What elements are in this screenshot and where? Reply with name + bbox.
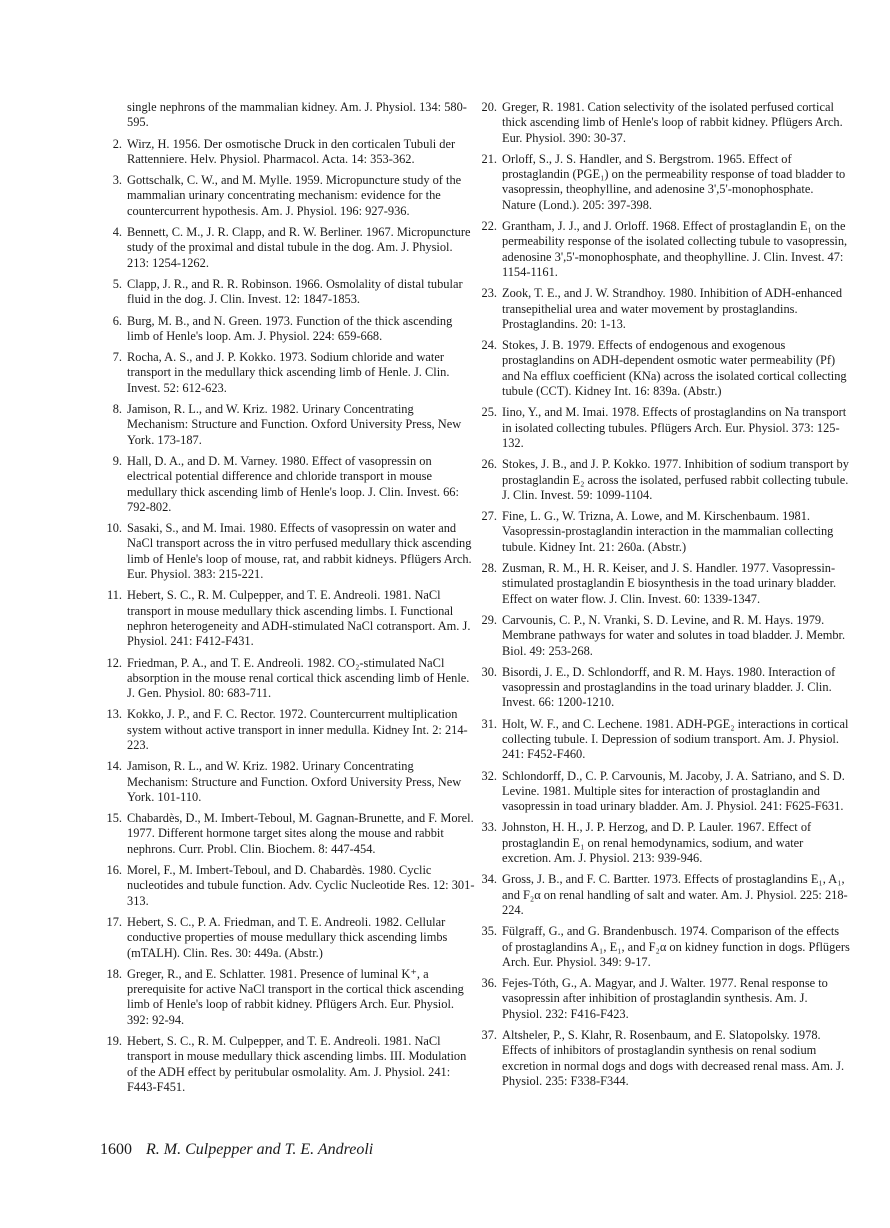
reference-text: Jamison, R. L., and W. Kriz. 1982. Urinary Concentrating Mechanism: Structure and Function. Oxford University Press, New York. 173-187. xyxy=(127,402,462,447)
reference-item xyxy=(475,924,850,970)
reference-item xyxy=(475,405,850,451)
reference-text: Fine, L. G., W. Trizna, A. Lowe, and M. Kirschenbaum. 1981. Vasopressin-prostaglandin interaction in the mammalian collecting tubule. Kidney Int. 21: 260a. (Abstr.) xyxy=(502,509,834,554)
reference-number: 16. xyxy=(106,863,122,878)
reference-item xyxy=(475,872,850,918)
reference-text: Hebert, S. C., R. M. Culpepper, and T. E. Andreoli. 1981. NaCl transport in mouse medullary thick ascending limbs. I. Functional nephron heterogeneity and ADH-stimulated NaCl cotransport. Am. J. Physiol. 241: F412-F431. xyxy=(127,588,471,649)
reference-item xyxy=(475,820,850,866)
reference-number: 36. xyxy=(481,976,497,991)
reference-item xyxy=(475,152,850,213)
reference-list-left xyxy=(100,137,475,1096)
reference-number: 15. xyxy=(106,811,122,826)
reference-item xyxy=(100,277,475,308)
reference-item xyxy=(100,759,475,805)
reference-number: 35. xyxy=(481,924,497,939)
reference-text: Fülgraff, G., and G. Brandenbusch. 1974. Comparison of the effects of prostaglandins A₁, E₁, and F₂α on kidney function in dogs. Pflügers Arch. Eur. Physiol. 349: 9-17. xyxy=(502,924,850,969)
reference-item xyxy=(475,100,850,146)
reference-text: Carvounis, C. P., N. Vranki, S. D. Levine, and R. M. Hays. 1979. Membrane pathways for water and solutes in toad bladder. J. Membr. Biol. 49: 253-268. xyxy=(502,612,846,658)
reference-text: Zook, T. E., and J. W. Strandhoy. 1980. Inhibition of ADH-enhanced transepithelial urea and water movement by prostaglandins. Prostaglandins. 20: 1-13. xyxy=(502,286,843,331)
references-left-column xyxy=(100,100,475,1101)
reference-item xyxy=(100,863,475,909)
reference-item xyxy=(100,454,475,515)
reference-text: Sasaki, S., and M. Imai. 1980. Effects of vasopressin on water and NaCl transport across the in vitro perfused medullary thick ascending limb of Henle's loop of mouse, rat, and rabbit kidneys. Pflügers Arch. Eur. Physiol. 383: 215-221. xyxy=(127,521,472,582)
reference-item xyxy=(475,665,850,711)
reference-number: 26. xyxy=(481,457,497,472)
reference-item xyxy=(475,769,850,815)
reference-item xyxy=(475,286,850,332)
reference-number: 12. xyxy=(106,655,122,670)
reference-number: 30. xyxy=(481,664,497,679)
reference-number: 17. xyxy=(106,914,122,929)
reference-text: Friedman, P. A., and T. E. Andreoli. 1982. CO₂-stimulated NaCl absorption in the mouse renal cortical thick ascending limb of Henle. J. Gen. Physiol. 80: 683-711. xyxy=(127,655,470,701)
reference-text: Johnston, H. H., J. P. Herzog, and D. P. Lauler. 1967. Effect of prostaglandin E₁ on renal hemodynamics, sodium, and water excretion. Am. J. Physiol. 213: 939-946. xyxy=(502,820,812,866)
reference-text: Hall, D. A., and D. M. Varney. 1980. Effect of vasopressin on electrical potential difference and chloride transport in mouse medullary thick ascending limb of Henle's loop. J. Clin. Invest. 66: 792-802. xyxy=(127,453,459,514)
reference-number: 25. xyxy=(481,405,497,420)
reference-text: Bennett, C. M., J. R. Clapp, and R. W. Berliner. 1967. Micropuncture study of the proximal and distal tubule in the dog. Am. J. Physiol. 213: 1254-1262. xyxy=(127,225,471,270)
reference-number: 9. xyxy=(112,453,122,468)
reference-text: Stokes, J. B., and J. P. Kokko. 1977. Inhibition of sodium transport by prostaglandin E₂ across the isolated, perfused rabbit collecting tubule. J. Clin. Invest. 59: 1099-1104. xyxy=(502,457,849,502)
reference-text: Rocha, A. S., and J. P. Kokko. 1973. Sodium chloride and water transport in the medullary thick ascending limb of Henle. J. Clin. Invest. 52: 612-623. xyxy=(127,350,450,395)
reference-item xyxy=(475,219,850,280)
reference-number: 29. xyxy=(481,612,497,627)
reference-text: single nephrons of the mammalian kidney. Am. J. Physiol. 134: 580-595. xyxy=(127,100,467,130)
reference-text: Holt, W. F., and C. Lechene. 1981. ADH-PGE₂ interactions in cortical collecting tubule. I. Depression of sodium transport. Am. J. Physiol. 241: F452-F460. xyxy=(502,716,849,762)
reference-item xyxy=(475,717,850,763)
reference-text: Gottschalk, C. W., and M. Mylle. 1959. Micropuncture study of the mammalian urinary concentrating mechanism: evidence for the countercurrent hypothesis. Am. J. Physiol. 196: 927-936. xyxy=(127,173,462,218)
reference-item xyxy=(100,521,475,582)
reference-continuation xyxy=(100,100,475,131)
reference-item xyxy=(475,976,850,1022)
reference-item xyxy=(100,1034,475,1095)
reference-text: Jamison, R. L., and W. Kriz. 1982. Urinary Concentrating Mechanism: Structure and Function. Oxford University Press, New York. 101-110. xyxy=(127,759,462,804)
reference-text: Schlondorff, D., C. P. Carvounis, M. Jacoby, J. A. Satriano, and S. D. Levine. 1981. Multiple sites for interaction of prostaglandin and vasopressin in toad urinary bladder. Am. J. Physiol. 241: F625-F631. xyxy=(502,768,845,814)
reference-number: 34. xyxy=(481,872,497,887)
reference-text: Burg, M. B., and N. Green. 1973. Function of the thick ascending limb of Henle's loop. Am. J. Physiol. 224: 659-668. xyxy=(127,313,453,343)
reference-item xyxy=(100,588,475,649)
reference-item xyxy=(100,350,475,396)
reference-text: Greger, R. 1981. Cation selectivity of the isolated perfused cortical thick ascending limb of Henle's loop of rabbit kidney. Pflügers Arch. Eur. Physiol. 390: 30-37. xyxy=(502,100,843,145)
reference-number: 3. xyxy=(112,173,122,188)
reference-number: 32. xyxy=(481,768,497,783)
reference-text: Wirz, H. 1956. Der osmotische Druck in den corticalen Tubuli der Rattenniere. Helv. Physiol. Pharmacol. Acta. 14: 353-362. xyxy=(127,136,456,166)
reference-item xyxy=(475,613,850,659)
reference-number: 6. xyxy=(112,313,122,328)
reference-number: 24. xyxy=(481,338,497,353)
reference-text: Hebert, S. C., R. M. Culpepper, and T. E. Andreoli. 1981. NaCl transport in mouse medullary thick ascending limbs. III. Modulation of the ADH effect by peritubular osmolality. Am. J. Physiol. 241: F443-F451. xyxy=(127,1034,467,1094)
reference-text: Altsheler, P., S. Klahr, R. Rosenbaum, and E. Slatopolsky. 1978. Effects of inhibitors of prostaglandin synthesis on renal sodium excretion in normal dogs and dogs with decreased renal mass. Am. J. Physiol. 235: F338-F344. xyxy=(502,1028,845,1088)
reference-item xyxy=(475,1028,850,1089)
reference-number: 11. xyxy=(106,588,122,603)
reference-text: Hebert, S. C., P. A. Friedman, and T. E. Andreoli. 1982. Cellular conductive properties of mouse medullary thick ascending limbs (mTALH). Clin. Res. 30: 449a. (Abstr.) xyxy=(127,914,448,960)
reference-item xyxy=(100,137,475,168)
reference-number: 22. xyxy=(481,219,497,234)
reference-number: 2. xyxy=(112,136,122,151)
reference-number: 28. xyxy=(481,561,497,576)
running-authors: R. M. Culpepper and T. E. Andreoli xyxy=(146,1141,374,1158)
reference-text: Gross, J. B., and F. C. Bartter. 1973. Effects of prostaglandins E₁, A₁, and F₂α on renal handling of salt and water. Am. J. Physiol. 225: 218-224. xyxy=(502,872,848,917)
page-number: 1600 xyxy=(100,1141,132,1158)
reference-text: Bisordi, J. E., D. Schlondorff, and R. M. Hays. 1980. Interaction of vasopressin and prostaglandins in the toad urinary bladder. J. Clin. Invest. 66: 1200-1210. xyxy=(502,664,836,710)
reference-item xyxy=(475,457,850,503)
references-right-column xyxy=(475,100,850,1095)
reference-item xyxy=(100,173,475,219)
reference-text: Chabardès, D., M. Imbert-Teboul, M. Gagnan-Brunette, and F. Morel. 1977. Different hormone target sites along the mouse and rabbit nephrons. Curr. Probl. Clin. Biochem. 8: 447-454. xyxy=(127,811,474,856)
reference-number: 18. xyxy=(106,966,122,981)
reference-number: 10. xyxy=(106,521,122,536)
reference-text: Zusman, R. M., H. R. Keiser, and J. S. Handler. 1977. Vasopressin-stimulated prostaglandin E biosynthesis in the toad urinary bladder. Effect on water flow. J. Clin. Invest. 60: 1339-1347. xyxy=(502,561,837,606)
reference-number: 13. xyxy=(106,707,122,722)
reference-item xyxy=(100,915,475,961)
reference-number: 21. xyxy=(481,151,497,166)
reference-number: 31. xyxy=(481,716,497,731)
reference-text: Grantham, J. J., and J. Orloff. 1968. Effect of prostaglandin E₁ on the permeability response of the isolated collecting tubule to vasopressin, adenosine 3',5'-monophosphate, and theophylline. J. Clin. Invest. 47: 1154-1161. xyxy=(502,219,848,279)
reference-text: Greger, R., and E. Schlatter. 1981. Presence of luminal K⁺, a prerequisite for active NaCl transport in the cortical thick ascending limb of Henle's loop of rabbit kidney. Pflügers Arch. Eur. Physiol. 392: 92-94. xyxy=(127,966,464,1027)
reference-text: Morel, F., M. Imbert-Teboul, and D. Chabardès. 1980. Cyclic nucleotides and tubule function. Adv. Cyclic Nucleotide Res. 12: 301-313. xyxy=(127,863,475,908)
reference-item xyxy=(100,225,475,271)
reference-number: 7. xyxy=(112,350,122,365)
reference-item xyxy=(475,338,850,399)
reference-text: Stokes, J. B. 1979. Effects of endogenous and exogenous prostaglandins on ADH-dependent osmotic water permeability (Pf) and Na efflux coefficient (KNa) across the isolated cortical collecting tubule (CCT). Kidney Int. 16: 839a. (Abstr.) xyxy=(502,338,847,399)
reference-number: 4. xyxy=(112,225,122,240)
reference-item xyxy=(100,967,475,1028)
reference-text: Iino, Y., and M. Imai. 1978. Effects of prostaglandins on Na transport in isolated collecting tubules. Pflügers Arch. Eur. Physiol. 373: 125-132. xyxy=(502,405,847,450)
reference-list-right xyxy=(475,100,850,1089)
reference-number: 5. xyxy=(112,276,122,291)
reference-text: Kokko, J. P., and F. C. Rector. 1972. Countercurrent multiplication system without active transport in inner medulla. Kidney Int. 2: 214-223. xyxy=(127,707,468,752)
reference-number: 19. xyxy=(106,1034,122,1049)
reference-number: 20. xyxy=(481,100,497,114)
reference-text: Orloff, S., J. S. Handler, and S. Bergstrom. 1965. Effect of prostaglandin (PGE₁) on the permeability response of toad bladder to vasopressin, theophylline, and adenosine 3',5'-monophosphate. Nature (Lond.). 205: 397-398. xyxy=(502,151,846,212)
page-footer xyxy=(100,1141,373,1159)
reference-number: 8. xyxy=(112,402,122,417)
reference-number: 23. xyxy=(481,286,497,301)
reference-item xyxy=(100,402,475,448)
reference-number: 27. xyxy=(481,509,497,524)
reference-item xyxy=(100,707,475,753)
reference-text: Clapp, J. R., and R. R. Robinson. 1966. Osmolality of distal tubular fluid in the dog. J. Clin. Invest. 12: 1847-1853. xyxy=(127,276,463,307)
reference-item xyxy=(475,509,850,555)
reference-number: 33. xyxy=(481,820,497,835)
reference-number: 14. xyxy=(106,759,122,774)
reference-item xyxy=(475,561,850,607)
reference-number: 37. xyxy=(481,1028,497,1043)
reference-item xyxy=(100,314,475,345)
reference-text: Fejes-Tóth, G., A. Magyar, and J. Walter. 1977. Renal response to vasopressin after inhibition of prostaglandin synthesis. Am. J. Physiol. 232: F416-F423. xyxy=(502,976,828,1021)
reference-item xyxy=(100,811,475,857)
reference-item xyxy=(100,656,475,702)
